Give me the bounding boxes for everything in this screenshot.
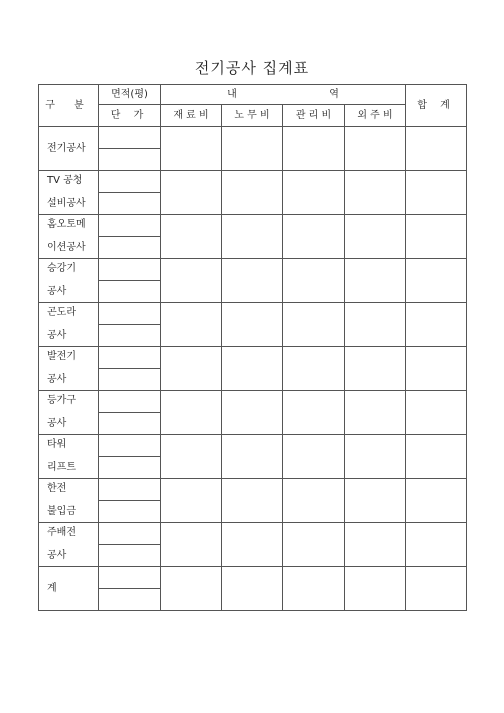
unit-price-cell[interactable]: [99, 501, 161, 523]
row-category-line2: 리프트: [47, 462, 76, 473]
labor-cell[interactable]: [222, 215, 283, 259]
labor-cell[interactable]: [222, 435, 283, 479]
table-row: [39, 567, 467, 589]
table-row: [39, 215, 467, 237]
labor-cell[interactable]: [222, 303, 283, 347]
unit-price-cell[interactable]: [99, 149, 161, 171]
management-cell[interactable]: [283, 435, 345, 479]
row-category: [39, 523, 99, 567]
material-cell[interactable]: [161, 303, 222, 347]
outsourcing-cell[interactable]: [345, 567, 406, 611]
total-cell[interactable]: [406, 435, 467, 479]
labor-cell[interactable]: [222, 479, 283, 523]
area-cell[interactable]: [99, 479, 161, 501]
outsourcing-cell[interactable]: [345, 391, 406, 435]
row-category: [39, 127, 99, 171]
area-cell[interactable]: [99, 347, 161, 369]
material-cell[interactable]: [161, 347, 222, 391]
total-cell[interactable]: [406, 259, 467, 303]
material-cell[interactable]: [161, 479, 222, 523]
unit-price-cell[interactable]: [99, 369, 161, 391]
outsourcing-cell[interactable]: [345, 347, 406, 391]
row-category: [39, 171, 99, 215]
table-row: [39, 171, 467, 193]
management-cell[interactable]: [283, 215, 345, 259]
unit-price-cell[interactable]: [99, 545, 161, 567]
total-cell[interactable]: [406, 479, 467, 523]
header-breakdown: [161, 85, 406, 105]
row-category-line1: 곤도라: [47, 307, 76, 318]
unit-price-cell[interactable]: [99, 413, 161, 435]
table-row: [39, 303, 467, 325]
row-category-line2: 공사: [47, 286, 67, 297]
management-cell[interactable]: [283, 479, 345, 523]
area-cell[interactable]: [99, 567, 161, 589]
management-cell[interactable]: [283, 347, 345, 391]
row-category-line2: 공사: [47, 374, 67, 385]
row-category-line1: 전기공사: [47, 142, 86, 154]
material-cell[interactable]: [161, 127, 222, 171]
area-cell[interactable]: [99, 127, 161, 149]
total-cell[interactable]: [406, 347, 467, 391]
area-cell[interactable]: [99, 523, 161, 545]
unit-price-cell[interactable]: [99, 281, 161, 303]
row-category: [39, 391, 99, 435]
management-cell[interactable]: [283, 303, 345, 347]
row-category-line1: 주배전: [47, 527, 76, 538]
unit-price-cell[interactable]: [99, 589, 161, 611]
row-category-line2: 공사: [47, 330, 67, 341]
outsourcing-cell[interactable]: [345, 127, 406, 171]
material-cell[interactable]: [161, 391, 222, 435]
row-category: [39, 479, 99, 523]
table-row: [39, 259, 467, 281]
row-category-line1: 홈오토메: [47, 219, 86, 230]
row-category-line2: 이션공사: [47, 242, 86, 253]
table-row: [39, 435, 467, 457]
outsourcing-cell[interactable]: [345, 523, 406, 567]
area-cell[interactable]: [99, 215, 161, 237]
header-outsourcing: 외 주 비: [345, 105, 406, 127]
material-cell[interactable]: [161, 567, 222, 611]
labor-cell[interactable]: [222, 171, 283, 215]
header-breakdown-right: 역: [329, 88, 339, 100]
unit-price-cell[interactable]: [99, 325, 161, 347]
table-row: [39, 523, 467, 545]
unit-price-cell[interactable]: [99, 457, 161, 479]
area-cell[interactable]: [99, 171, 161, 193]
labor-cell[interactable]: [222, 567, 283, 611]
header-row-1: [39, 85, 467, 105]
total-cell[interactable]: [406, 523, 467, 567]
labor-cell[interactable]: [222, 347, 283, 391]
total-cell[interactable]: [406, 171, 467, 215]
row-category-line1: 승강기: [47, 263, 76, 274]
total-cell[interactable]: [406, 215, 467, 259]
outsourcing-cell[interactable]: [345, 259, 406, 303]
row-category: [39, 435, 99, 479]
unit-price-cell[interactable]: [99, 237, 161, 259]
row-category-line2: 불입금: [47, 506, 76, 517]
management-cell[interactable]: [283, 567, 345, 611]
row-category-line1: 한전: [47, 483, 67, 494]
row-category-line2: 공사: [47, 418, 67, 429]
material-cell[interactable]: [161, 435, 222, 479]
area-cell[interactable]: [99, 435, 161, 457]
outsourcing-cell[interactable]: [345, 215, 406, 259]
management-cell[interactable]: [283, 171, 345, 215]
management-cell[interactable]: [283, 391, 345, 435]
row-category-line1: 계: [47, 582, 57, 594]
header-material: 재 료 비: [161, 105, 222, 127]
header-management: 관 리 비: [283, 105, 345, 127]
header-unit-price: 단 가: [99, 105, 161, 127]
row-category: [39, 347, 99, 391]
table-row: [39, 391, 467, 413]
row-category-line1: 타워: [47, 439, 67, 450]
row-category: [39, 303, 99, 347]
outsourcing-cell[interactable]: [345, 303, 406, 347]
table-row: [39, 347, 467, 369]
unit-price-cell[interactable]: [99, 193, 161, 215]
outsourcing-cell[interactable]: [345, 479, 406, 523]
material-cell[interactable]: [161, 523, 222, 567]
area-cell[interactable]: [99, 259, 161, 281]
header-breakdown-left: 내: [227, 88, 237, 100]
labor-cell[interactable]: [222, 523, 283, 567]
row-category-line2: 설비공사: [47, 198, 86, 209]
row-category-line1: 등가구: [47, 395, 76, 406]
page-title: 전기공사 집계표: [194, 59, 310, 77]
header-area: 면적(평): [99, 85, 161, 105]
area-cell[interactable]: [99, 303, 161, 325]
header-category: 구 분: [39, 85, 99, 127]
management-cell[interactable]: [283, 523, 345, 567]
row-category-line2: 공사: [47, 550, 67, 561]
area-cell[interactable]: [99, 391, 161, 413]
table-row: [39, 479, 467, 501]
row-category-line1: 발전기: [47, 351, 76, 362]
header-labor: 노 무 비: [222, 105, 283, 127]
outsourcing-cell[interactable]: [345, 171, 406, 215]
summary-table: [38, 84, 467, 611]
management-cell[interactable]: [283, 259, 345, 303]
total-cell[interactable]: [406, 567, 467, 611]
material-cell[interactable]: [161, 259, 222, 303]
header-row-2: [39, 105, 467, 127]
header-total: 합 계: [406, 85, 467, 127]
row-category-line1: TV 공청: [47, 175, 83, 186]
row-category: [39, 567, 99, 611]
labor-cell[interactable]: [222, 391, 283, 435]
table-row: [39, 127, 467, 149]
row-category: [39, 259, 99, 303]
total-cell[interactable]: [406, 391, 467, 435]
outsourcing-cell[interactable]: [345, 435, 406, 479]
management-cell[interactable]: [283, 127, 345, 171]
labor-cell[interactable]: [222, 127, 283, 171]
labor-cell[interactable]: [222, 259, 283, 303]
material-cell[interactable]: [161, 215, 222, 259]
material-cell[interactable]: [161, 171, 222, 215]
total-cell[interactable]: [406, 303, 467, 347]
total-cell[interactable]: [406, 127, 467, 171]
row-category: [39, 215, 99, 259]
